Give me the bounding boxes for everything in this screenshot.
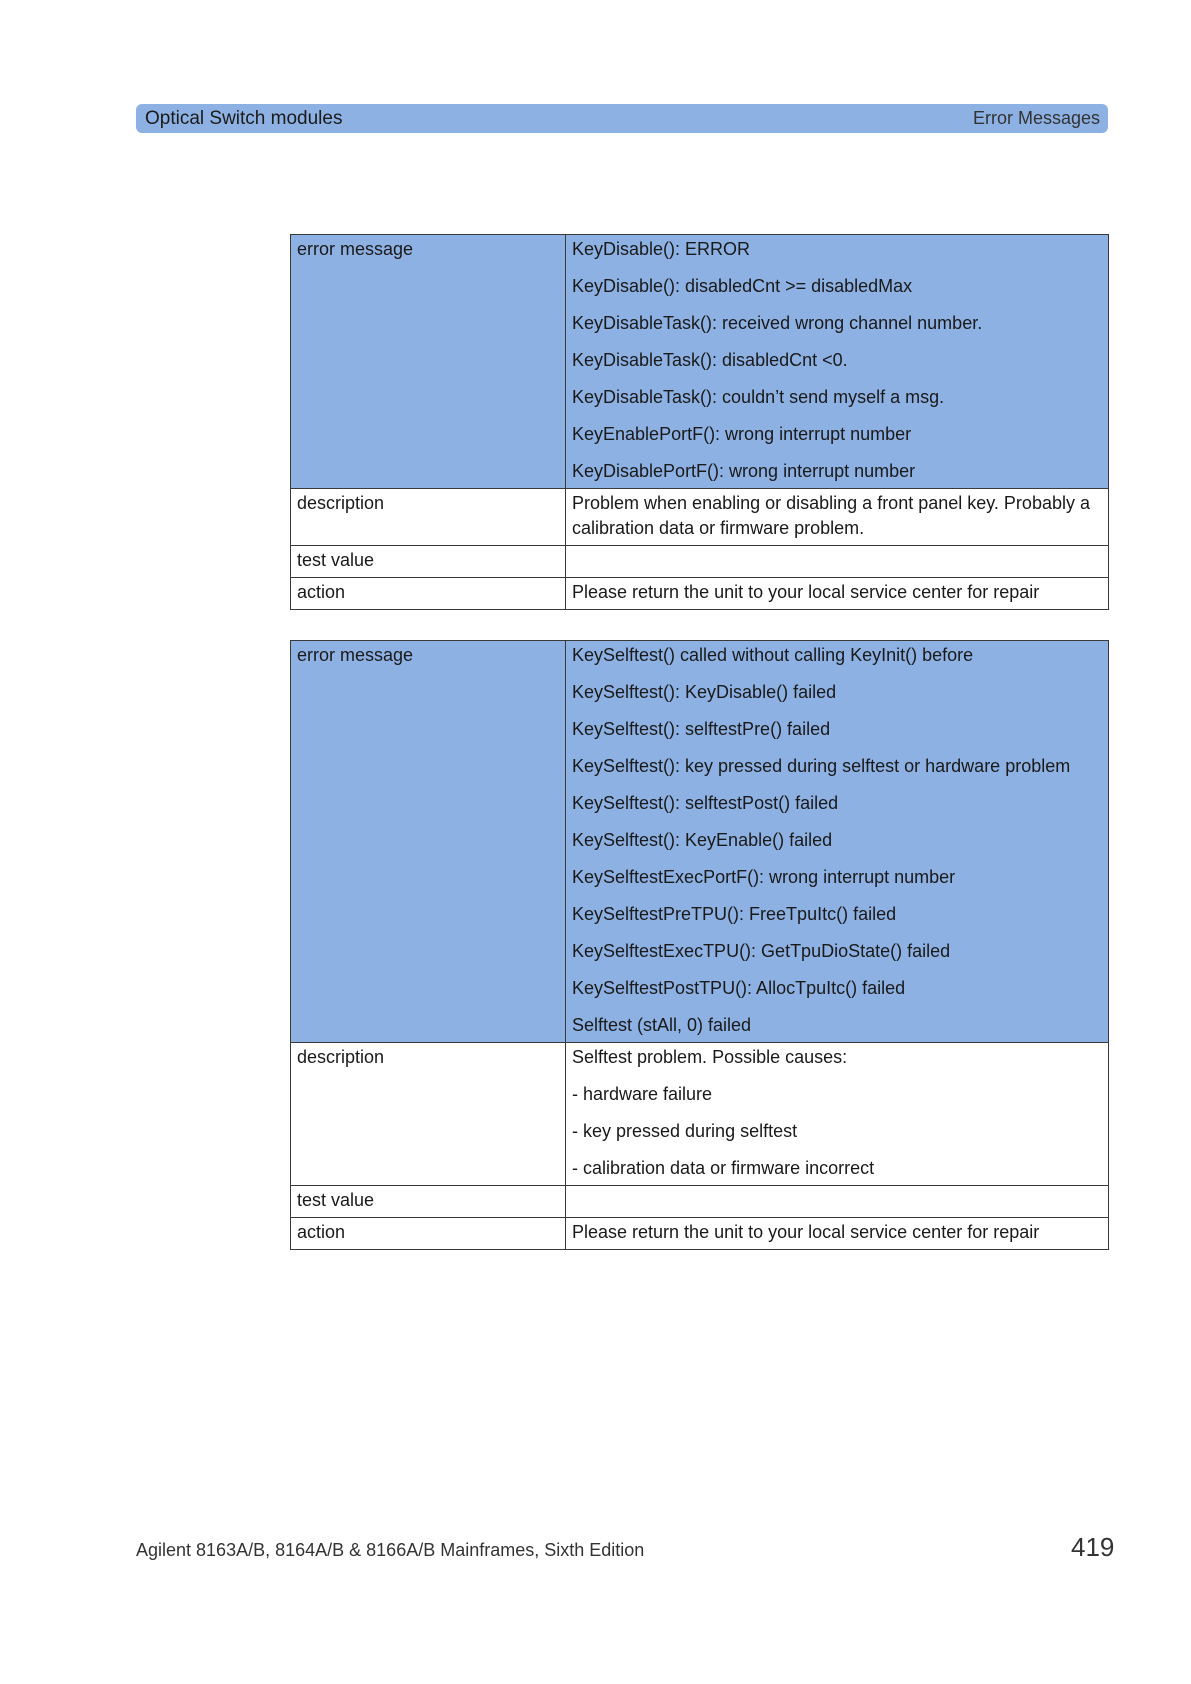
error-line: KeySelftest(): KeyEnable() failed bbox=[572, 830, 833, 850]
error-line: KeySelftestPostTPU(): AllocTpuItc() failed bbox=[572, 978, 906, 998]
description-text bbox=[566, 489, 1109, 546]
error-line: KeyDisableTask(): couldn’t send myself a msg. bbox=[572, 387, 945, 407]
test-value-row bbox=[291, 1186, 1109, 1218]
description-label: description bbox=[291, 489, 566, 546]
section-title: Error Messages bbox=[972, 108, 1100, 128]
error-line: Selftest (stAll, 0) failed bbox=[572, 1015, 752, 1035]
error-line: KeySelftest(): KeyDisable() failed bbox=[572, 682, 837, 702]
error-line: KeySelftestPreTPU(): FreeTpuItc() failed bbox=[572, 904, 897, 924]
action-label: action bbox=[291, 578, 566, 610]
action-row bbox=[291, 1218, 1109, 1250]
error-line: KeyDisablePortF(): wrong interrupt number bbox=[572, 461, 916, 481]
error-table-1 bbox=[290, 234, 1109, 610]
error-line: KeySelftest(): selftestPost() failed bbox=[572, 793, 839, 813]
error-message-row bbox=[291, 235, 1109, 489]
error-line: KeySelftest() called without calling KeyInit() before bbox=[572, 645, 974, 665]
description-line: Selftest problem. Possible causes: bbox=[572, 1047, 848, 1067]
error-line: KeySelftestExecPortF(): wrong interrupt number bbox=[572, 867, 956, 887]
action-row bbox=[291, 578, 1109, 610]
error-table-2 bbox=[290, 640, 1109, 1250]
description-line: - calibration data or firmware incorrect bbox=[572, 1158, 875, 1178]
error-message-label: error message bbox=[291, 235, 566, 489]
description-label: description bbox=[291, 1043, 566, 1186]
action-text: Please return the unit to your local service center for repair bbox=[566, 1218, 1109, 1250]
running-header bbox=[136, 104, 1108, 133]
description-line: - key pressed during selftest bbox=[572, 1121, 798, 1141]
error-line: KeyDisableTask(): received wrong channel number. bbox=[572, 313, 983, 333]
error-line: KeyDisable(): ERROR bbox=[572, 239, 751, 259]
action-label: action bbox=[291, 1218, 566, 1250]
action-text: Please return the unit to your local service center for repair bbox=[566, 578, 1109, 610]
error-line: KeySelftest(): key pressed during selftest or hardware problem bbox=[572, 756, 1071, 776]
footer-publication-title: Agilent 8163A/B, 8164A/B & 8166A/B Mainframes, Sixth Edition bbox=[136, 1540, 645, 1560]
description-line: - hardware failure bbox=[572, 1084, 713, 1104]
error-line: KeySelftestExecTPU(): GetTpuDioState() failed bbox=[572, 941, 951, 961]
test-value bbox=[566, 546, 1109, 578]
error-message-label: error message bbox=[291, 641, 566, 1043]
error-message-row bbox=[291, 641, 1109, 1043]
test-value bbox=[566, 1186, 1109, 1218]
error-line: KeySelftest(): selftestPre() failed bbox=[572, 719, 831, 739]
description-line: Problem when enabling or disabling a front panel key. Probably a calibration data or firmware problem. bbox=[572, 493, 1090, 538]
description-row bbox=[291, 1043, 1109, 1186]
error-line: KeyDisable(): disabledCnt >= disabledMax bbox=[572, 276, 913, 296]
error-message-list bbox=[566, 235, 1109, 489]
test-value-row bbox=[291, 546, 1109, 578]
error-line: KeyEnablePortF(): wrong interrupt number bbox=[572, 424, 912, 444]
chapter-title: Optical Switch modules bbox=[145, 107, 343, 129]
test-value-label: test value bbox=[291, 1186, 566, 1218]
error-message-list bbox=[566, 641, 1109, 1043]
test-value-label: test value bbox=[291, 546, 566, 578]
error-line: KeyDisableTask(): disabledCnt <0. bbox=[572, 350, 848, 370]
description-text bbox=[566, 1043, 1109, 1186]
description-row bbox=[291, 489, 1109, 546]
page-number: 419 bbox=[1071, 1532, 1115, 1562]
